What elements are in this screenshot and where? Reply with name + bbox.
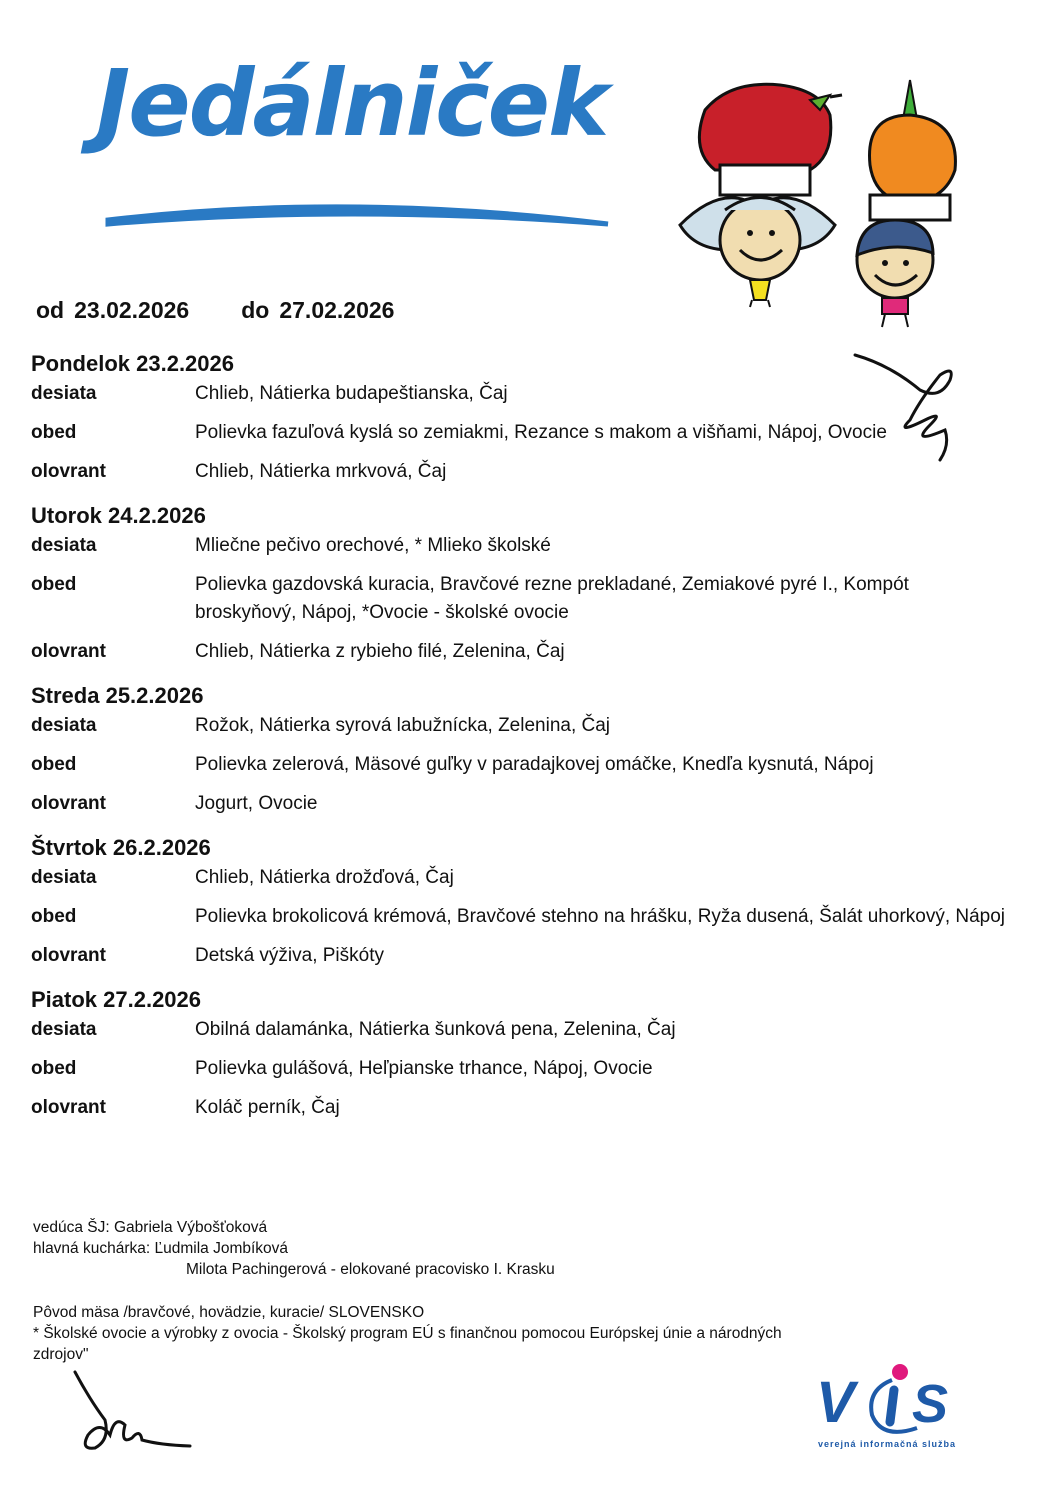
svg-text:V: V (816, 1370, 855, 1435)
meal-row (31, 942, 1031, 970)
meal-name: obed (31, 422, 77, 443)
meal-items: Chlieb, Nátierka z rybieho filé, Zelenina, Čaj (195, 641, 565, 662)
day-title: Streda 25.2.2026 (31, 683, 204, 708)
meal-row (31, 419, 1031, 447)
meal-row (31, 790, 1031, 818)
meal-items: Polievka brokolicová krémová, Bravčové stehno na hrášku, Ryža dusená, Šalát uhorkový, Nápoj (195, 906, 1006, 927)
to-label: do (241, 297, 270, 323)
day-section (31, 680, 1031, 818)
staff-line-head: vedúca ŠJ: Gabriela Výbošťoková (33, 1219, 268, 1236)
meal-row (31, 571, 1031, 627)
meal-name: desiata (31, 383, 97, 404)
meal-row (31, 532, 1031, 560)
meal-items: Obilná dalamánka, Nátierka šunková pena, Zelenina, Čaj (195, 1019, 676, 1040)
school-fruit-note: * Školské ovocie a výrobky z ovocia - Školský program EÚ s finančnou pomocou Európskej únie a národných zdrojov" (33, 1325, 782, 1363)
day-section (31, 832, 1031, 970)
title-underline-swoosh (88, 52, 648, 242)
meal-row (31, 380, 1031, 408)
meal-items: Chlieb, Nátierka drožďová, Čaj (195, 867, 454, 888)
staff-line-cook: hlavná kuchárka: Ľudmila Jombíková (33, 1240, 289, 1257)
meal-row (31, 1016, 1031, 1044)
meal-name: obed (31, 574, 77, 595)
meal-name: olovrant (31, 945, 106, 966)
meal-items: Detská výživa, Piškóty (195, 945, 384, 966)
meal-name: olovrant (31, 793, 106, 814)
meal-row (31, 751, 1031, 779)
chef-kids-illustration (670, 55, 970, 340)
meal-name: obed (31, 1058, 77, 1079)
to-date: 27.02.2026 (279, 297, 395, 323)
onion-chef-icon (857, 80, 955, 327)
meal-name: desiata (31, 535, 97, 556)
from-label: od (36, 297, 65, 323)
signature-bottom (70, 1370, 200, 1455)
meal-row (31, 712, 1031, 740)
meat-origin-note: Pôvod mäsa /bravčové, hovädzie, kuracie/ SLOVENSKO (33, 1304, 425, 1321)
meal-items: Chlieb, Nátierka mrkvová, Čaj (195, 461, 447, 482)
meal-items: Polievka fazuľová kyslá so zemiakmi, Rezance s makom a višňami, Nápoj, Ovocie (195, 422, 887, 443)
meal-row (31, 1055, 1031, 1083)
meal-name: olovrant (31, 641, 106, 662)
meal-items: Jogurt, Ovocie (195, 793, 318, 814)
meal-items: Polievka gulášová, Heľpianske trhance, Nápoj, Ovocie (195, 1058, 653, 1079)
footnotes (33, 1302, 833, 1365)
day-title: Utorok 24.2.2026 (31, 503, 206, 528)
meal-row (31, 638, 1031, 666)
from-date: 23.02.2026 (74, 297, 190, 323)
meal-items: Polievka gazdovská kuracia, Bravčové rezne prekladané, Zemiakové pyré I., Kompót broskyňový, Nápoj, *Ovocie - školské ovocie (195, 574, 909, 623)
date-range (36, 297, 394, 324)
menu-days (31, 348, 1031, 1136)
meal-name: olovrant (31, 461, 106, 482)
staff-info (33, 1217, 555, 1280)
svg-text:S: S (912, 1374, 949, 1434)
day-title: Štvrtok 26.2.2026 (31, 835, 211, 860)
meal-name: obed (31, 906, 77, 927)
meal-name: desiata (31, 867, 97, 888)
meal-items: Mliečne pečivo orechové, * Mlieko školské (195, 535, 551, 556)
day-section (31, 348, 1031, 486)
page-title: Jedálniček (96, 50, 608, 157)
meal-items: Koláč perník, Čaj (195, 1097, 340, 1118)
meal-row (31, 903, 1031, 931)
vis-logo-subtitle: verejná informačná služba (818, 1439, 957, 1449)
meal-row (31, 1094, 1031, 1122)
pepper-chef-icon (680, 84, 842, 307)
meal-items: Rožok, Nátierka syrová labužnícka, Zelenina, Čaj (195, 715, 611, 736)
meal-items: Polievka zelerová, Mäsové guľky v paradajkovej omáčke, Knedľa kysnutá, Nápoj (195, 754, 874, 775)
meal-name: obed (31, 754, 77, 775)
meal-name: desiata (31, 715, 97, 736)
meal-row (31, 458, 1031, 486)
meal-name: desiata (31, 1019, 97, 1040)
meal-name: olovrant (31, 1097, 106, 1118)
day-title: Pondelok 23.2.2026 (31, 351, 234, 376)
meal-items: Chlieb, Nátierka budapeštianska, Čaj (195, 383, 508, 404)
meal-row (31, 864, 1031, 892)
day-title: Piatok 27.2.2026 (31, 987, 202, 1012)
day-section (31, 984, 1031, 1122)
staff-line-cook-2: Milota Pachingerová - elokované pracovisko I. Krasku (186, 1261, 555, 1278)
day-section (31, 500, 1031, 666)
